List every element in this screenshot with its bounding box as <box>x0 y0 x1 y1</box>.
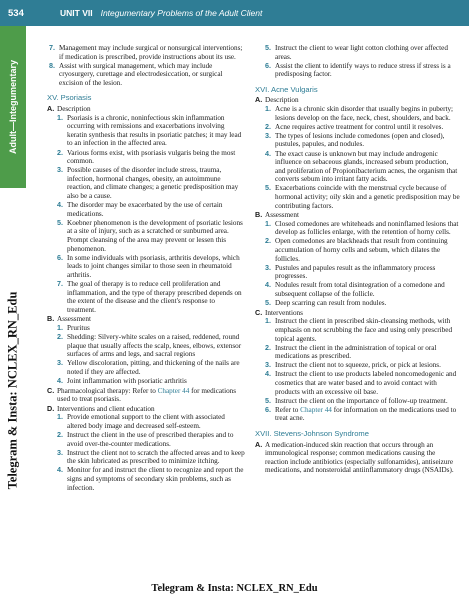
item-number: 3. <box>57 358 63 368</box>
item-number: 4. <box>57 465 63 475</box>
item-text: Instruct the client in the use of prescribed therapies and to avoid over-the-counter medications. <box>67 431 234 448</box>
subsection-heading <box>255 96 460 105</box>
item-number: 5. <box>265 395 271 405</box>
item-number: 8. <box>49 60 55 70</box>
list-item <box>265 105 460 122</box>
item-number: 5. <box>57 217 63 227</box>
item-text: Provide emotional support to the client with associated altered body image and decreased self-esteem. <box>67 413 225 430</box>
item-text: Acne is a chronic skin disorder that usually begins in puberty; lesions develop on the face, neck, chest, shoulders, and back. <box>275 105 454 122</box>
item-number: 4. <box>265 369 271 379</box>
item-number: 5. <box>265 183 271 193</box>
subsection-label: B. <box>47 314 55 324</box>
item-number: 2. <box>57 332 63 341</box>
list-item <box>265 123 460 132</box>
bottom-watermark: Telegram & Insta: NCLEX_RN_Edu <box>151 583 318 594</box>
list-item <box>265 370 460 396</box>
list-item <box>265 184 460 210</box>
subsection-heading <box>255 441 460 475</box>
item-text: The disorder may be exacerbated by the use of certain medications. <box>67 201 223 218</box>
list-item <box>57 377 245 386</box>
subsection-heading <box>47 315 245 324</box>
list-item <box>265 44 460 61</box>
item-number: 5. <box>265 43 271 52</box>
item-text: Instruct the client on the importance of follow-up treatment. <box>275 396 448 405</box>
item-text: Joint inflammation with psoriatic arthritis <box>67 376 187 385</box>
item-text: Closed comedones are whiteheads and noninflamed lesions that develop as follicles enlarge, with the retention of horny cells. <box>275 219 459 237</box>
header-title: Integumentary Problems of the Adult Client <box>100 8 263 18</box>
item-number: 4. <box>57 375 63 385</box>
item-number: 2. <box>57 147 63 157</box>
item-text: Possible causes of the disorder include stress, trauma, infection, hormonal changes, obesity, an autoimmune reaction, and climate changes; a genetic predisposition may also be a cause. <box>67 166 239 200</box>
item-number: 2. <box>265 236 271 246</box>
left-watermark-text: Telegram & Insta: NCLEX_RN_Edu <box>5 291 20 489</box>
subsection-title: Description <box>57 105 91 114</box>
item-text: Koebner phenomenon is the development of psoriatic lesions at a site of injury, such as a scratched or sunburned area. Prompt cleansing of the area may prevent or lessen this phenomenon. <box>67 218 243 253</box>
right-column <box>255 44 460 475</box>
chapter-link[interactable]: Chapter 44 <box>157 386 190 395</box>
list-item <box>265 406 460 423</box>
section-title-psoriasis: XV. Psoriasis <box>47 93 92 103</box>
subsection-title: Interventions <box>265 308 303 317</box>
list-item <box>57 219 245 253</box>
item-number: 2. <box>265 121 271 131</box>
item-number: 1. <box>265 104 271 114</box>
item-number: 1. <box>57 412 63 422</box>
item-text: Assist with surgical management, which may include cryosurgery, curettage and electrodesiccation, or surgical excision of the lesion. <box>59 61 223 87</box>
subsection-label: C. <box>47 385 55 395</box>
item-number: 4. <box>265 280 271 290</box>
item-number: 6. <box>57 252 63 262</box>
list-item <box>265 150 460 184</box>
item-text: Instruct the client not to scratch the affected areas and to keep the skin lubricated as prescribed to minimize itching. <box>67 448 245 466</box>
list-item <box>57 166 245 200</box>
item-text: Psoriasis is a chronic, noninfectious skin inflammation occurring with remissions and exacerbations involving keratin synthesis that results in psoriatic patches; it may lead to an infection in the affected area. <box>67 113 242 148</box>
item-number: 1. <box>265 218 271 228</box>
subsection-title: Assessment <box>265 211 299 220</box>
list-item <box>57 201 245 218</box>
item-text: Instruct the client in prescribed skin-cleansing methods, with emphasis on not scrubbing the face and using only prescribed topical agents. <box>275 317 453 343</box>
item-number: 3. <box>57 447 63 457</box>
pharm-text <box>57 387 245 404</box>
list-item <box>265 62 460 79</box>
subsection-heading <box>255 211 460 220</box>
list-item <box>265 344 460 361</box>
item-number: 1. <box>57 112 63 122</box>
item-number: 4. <box>57 200 63 210</box>
list-item <box>265 361 460 370</box>
list-item <box>265 132 460 149</box>
subsection-heading <box>47 405 245 414</box>
section-title-acne: XVI. Acne Vulgaris <box>255 84 318 94</box>
subsection-title: Description <box>265 96 299 105</box>
item-number: 7. <box>49 43 55 52</box>
chapter-link[interactable]: Chapter 44 <box>300 405 332 414</box>
item-text: Instruct the client to wear light cotton clothing over affected areas. <box>275 44 448 61</box>
list-item <box>49 62 245 88</box>
subsection-heading <box>47 387 245 404</box>
item-number: 7. <box>57 278 63 288</box>
list-item <box>265 317 460 343</box>
section-title-sjs: XVII. Stevens-Johnson Syndrome <box>255 428 369 438</box>
subsection-label: C. <box>255 307 263 317</box>
list-item <box>57 431 245 448</box>
left-watermark <box>0 190 26 590</box>
list-item <box>265 397 460 406</box>
subsection-label: A. <box>255 439 263 449</box>
item6-after: for information on the medications used to treat acne. <box>275 405 457 423</box>
list-item <box>57 333 245 359</box>
item-text: Acne requires active treatment for control until it resolves. <box>275 122 444 131</box>
list-item <box>49 44 245 61</box>
item-text: The exact cause is unknown but may include androgenic influence on sebaceous glands, increased sebum production, and proliferation of Propionibacterium acnes, the organism that converts sebum into irritant fatty acids. <box>275 149 458 184</box>
item-text: Instruct the client to use products labeled noncomedogenic and cosmetics that are water based and to avoid contact with products with an excessive oil base. <box>275 370 457 396</box>
item-number: 3. <box>265 130 271 140</box>
item-number: 6. <box>265 60 271 70</box>
item6-before: Refer to <box>275 405 301 414</box>
item-text: Monitor for and instruct the client to recognize and report the signs and symptoms of secondary skin problems, such as infection. <box>67 466 244 492</box>
pharm-text-after: for medications used to treat psoriasis. <box>57 386 237 404</box>
item-number: 2. <box>265 342 271 352</box>
list-item <box>57 466 245 492</box>
list-item <box>57 149 245 166</box>
subsection-title: Assessment <box>57 315 91 324</box>
item-number: 5. <box>265 298 271 308</box>
item-text: Yellow discoloration, pitting, and thickening of the nails are noted if they are affected. <box>67 359 240 376</box>
item-number: 4. <box>265 148 271 158</box>
item-number: 1. <box>265 316 271 326</box>
item-text: Instruct the client not to squeeze, prick, or pick at lesions. <box>275 361 441 370</box>
item-text: Nodules result from total disintegration of a comedone and subsequent collapse of the follicle. <box>275 281 445 299</box>
list-item <box>57 280 245 314</box>
list-item <box>57 413 245 430</box>
item-text: Deep scarring can result from nodules. <box>275 299 387 308</box>
item-text: Pustules and papules result as the inflammatory process progresses. <box>275 263 436 281</box>
subsection-label: A. <box>255 95 263 105</box>
subsection-title: Interventions and client education <box>57 404 155 413</box>
list-item <box>57 254 245 280</box>
item-text: Open comedones are blackheads that result from continuing accumulation of horny cells and sebum, which dilates the follicles. <box>275 237 448 263</box>
page-number: 534 <box>8 7 24 19</box>
item-text: Shedding: Silvery-white scales on a raised, reddened, round plaque that usually affects the scalp, knees, elbows, extensor surfaces of arms and legs, and sacral regions <box>67 333 242 359</box>
item-text: In some individuals with psoriasis, arthritis develops, which leads to joint changes similar to those seen in rheumatoid arthritis. <box>67 253 240 279</box>
item-number: 1. <box>57 322 63 332</box>
item-text: Instruct the client in the administration of topical or oral medications as prescribed. <box>275 343 437 361</box>
item-text: Management may include surgical or nonsurgical interventions; if medication is prescribed, provide instructions about its use. <box>59 44 243 61</box>
item-text <box>275 406 460 423</box>
list-item <box>265 237 460 263</box>
item-number: 2. <box>57 430 63 440</box>
list-item <box>265 264 460 281</box>
list-item <box>57 324 245 333</box>
subsection-label: A. <box>47 104 55 114</box>
section-side-tab <box>0 26 26 188</box>
item-text: Various forms exist, with psoriasis vulgaris being the most common. <box>67 148 236 166</box>
item-text: Pruritus <box>67 323 90 332</box>
list-item <box>265 281 460 298</box>
item-text: The goal of therapy is to reduce cell proliferation and inflammation, and the type of therapy prescribed depends on the extent of the disease and the client's response to treatment. <box>67 279 242 314</box>
page-header <box>0 0 469 26</box>
item-text: Exacerbations coincide with the menstrual cycle because of hormonal activity; oily skin and a genetic predisposition may be contributing factors. <box>275 184 460 210</box>
pharm-text-before: Pharmacological therapy: Refer to <box>57 386 158 395</box>
side-tab-label: Adult—Integumentary <box>8 59 19 155</box>
list-item <box>57 449 245 466</box>
item-number: 3. <box>57 165 63 175</box>
subsection-heading <box>255 309 460 318</box>
left-column <box>47 44 245 493</box>
list-item <box>57 114 245 148</box>
item-text: The types of lesions include comedones (open and closed), pustules, papules, and nodules. <box>275 131 445 149</box>
item-text: Assist the client to identify ways to reduce stress if stress is a predisposing factor. <box>275 61 451 79</box>
subsection-label: B. <box>255 210 263 220</box>
list-item <box>265 299 460 308</box>
item-number: 6. <box>265 404 271 414</box>
item-number: 3. <box>265 360 271 370</box>
item-number: 3. <box>265 262 271 272</box>
list-item <box>265 220 460 237</box>
sjs-description: A medication-induced skin reaction that occurs through an immunological response; common medications causing the reaction include antibiotics (especially sulfonamides), antiseizure medications, and nonsteroidal antiinflammatory drugs (NSAIDs). <box>265 440 454 475</box>
unit-label: UNIT VII <box>60 8 93 18</box>
list-item <box>57 359 245 376</box>
subsection-label: D. <box>47 403 55 413</box>
subsection-heading <box>47 105 245 114</box>
